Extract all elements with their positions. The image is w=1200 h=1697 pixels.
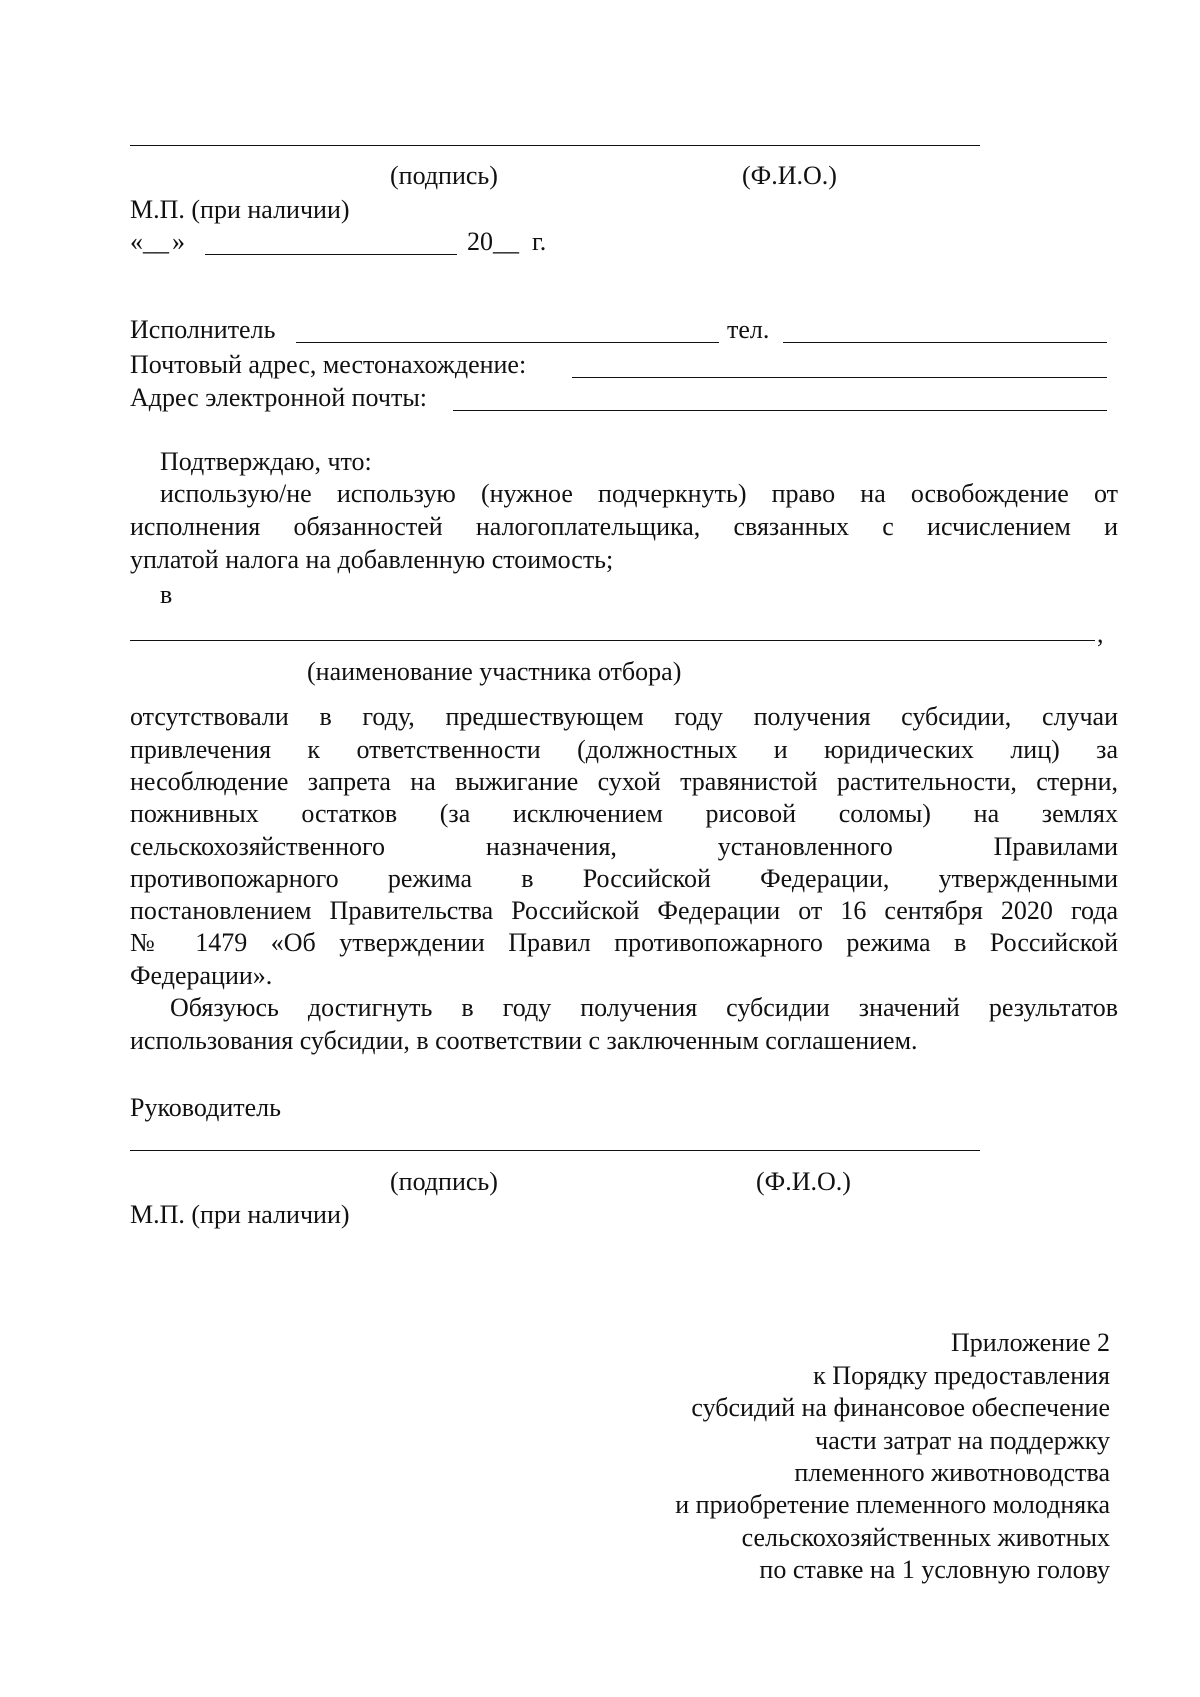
fio-caption: (Ф.И.О.) [742,161,837,190]
confirm-p2-line-7: постановлением Правительства Российской Федерации от 16 сентября 2020 года [130,896,1118,925]
date-year-blank: __ [493,227,519,256]
phone-label: тел. [727,315,770,344]
confirm-p1-line-1: использую/не использую (нужное подчеркнуть) право на освобождение от [160,479,1118,508]
appendix-line-5: племенного животноводства [794,1458,1110,1487]
confirm-p2-line-2: привлечения к ответственности (должностных и юридических лиц) за [130,735,1118,764]
confirm-p2-line-3: несоблюдение запрета на выжигание сухой травянистой растительности, стерни, [130,767,1118,796]
executor-label: Исполнитель [130,315,276,344]
postal-address-line [572,377,1107,378]
signature-line-top [130,145,980,146]
phone-line [783,342,1107,343]
stamp-label-2: М.П. (при наличии) [130,1200,350,1229]
fio-caption-2: (Ф.И.О.) [756,1167,851,1196]
date-year-prefix: 20 [467,227,493,256]
confirm-p3-line-1: Обязуюсь достигнуть в году получения субсидии значений результатов [170,993,1118,1022]
confirm-p2-line-6: противопожарного режима в Российской Федерации, утвержденными [130,864,1118,893]
confirm-p1-line-2: исполнения обязанностей налогоплательщика, связанных с исчислением и [130,512,1118,541]
email-line [453,410,1107,411]
stamp-label: М.П. (при наличии) [130,195,350,224]
date-month-line [205,254,457,255]
participant-comma: , [1097,619,1104,648]
confirm-p2-line-1: отсутствовали в году, предшествующем году получения субсидии, случаи [130,702,1118,731]
confirm-p2-line-8: № 1479 «Об утверждении Правил противопожарного режима в Российской [130,928,1118,957]
confirm-intro: Подтверждаю, что: [160,447,372,476]
confirm-p2-line-5: сельскохозяйственного назначения, установленного Правилами [130,832,1118,861]
date-quote-open: « [130,227,143,256]
confirm-p2-last: Федерации». [130,961,273,990]
appendix-line-8: по ставке на 1 условную голову [759,1555,1110,1584]
appendix-line-6: и приобретение племенного молодняка [675,1490,1110,1519]
appendix-line-4: части затрат на поддержку [815,1426,1110,1455]
postal-address-label: Почтовый адрес, местонахождение: [130,350,527,379]
confirm-v: в [160,580,173,609]
confirm-p1-last: уплатой налога на добавленную стоимость; [130,545,614,574]
appendix-line-2: к Порядку предоставления [813,1361,1110,1390]
appendix-line-3: субсидий на финансовое обеспечение [691,1393,1110,1422]
confirm-p2-line-4: пожнивных остатков (за исключением рисовой соломы) на землях [130,799,1118,828]
date-day-blank: __ [143,227,169,256]
signature-caption: (подпись) [390,161,498,190]
appendix-line-7: сельскохозяйственных животных [741,1523,1110,1552]
head-label: Руководитель [130,1093,281,1122]
signature-line-bottom [130,1150,980,1151]
date-quote-close: » [172,227,185,256]
confirm-p3-last: использования субсидии, в соответствии с заключенным соглашением. [130,1026,918,1055]
participant-caption: (наименование участника отбора) [307,657,682,686]
participant-line [130,640,1095,641]
signature-caption-2: (подпись) [390,1167,498,1196]
date-year-suffix: г. [532,227,547,256]
executor-line [296,342,719,343]
email-label: Адрес электронной почты: [130,383,428,412]
appendix-line-1: Приложение 2 [950,1328,1110,1357]
